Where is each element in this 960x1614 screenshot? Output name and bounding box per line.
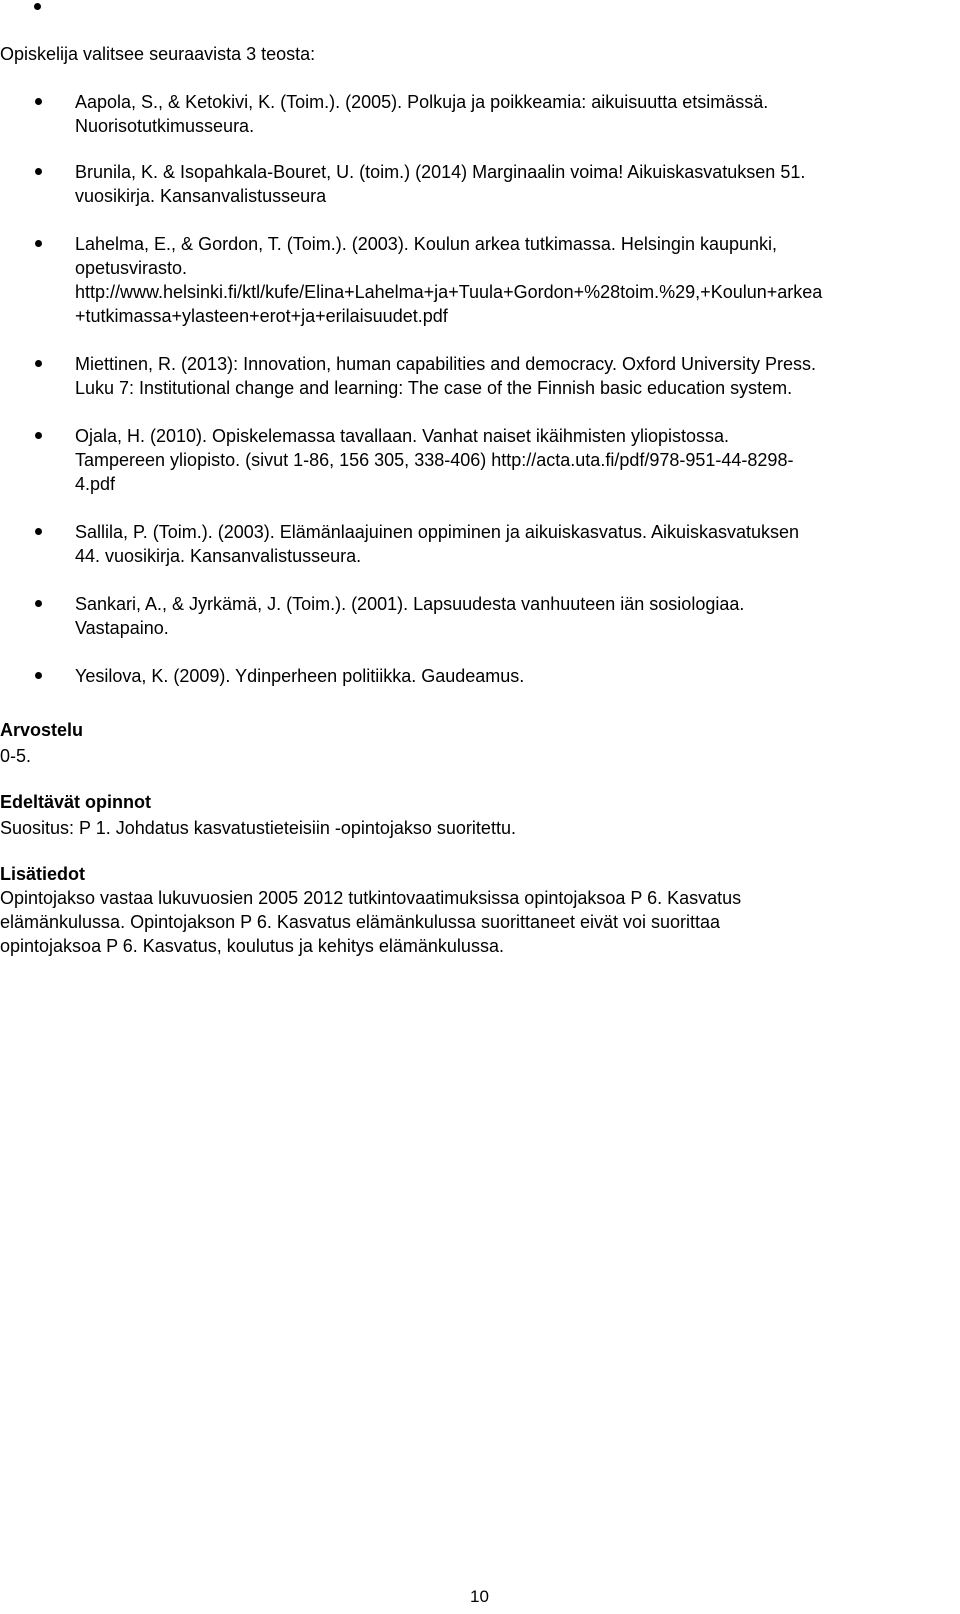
bullet-icon bbox=[35, 672, 42, 679]
reference-line: Vastapaino. bbox=[75, 618, 169, 638]
section-text-arvostelu: 0-5. bbox=[0, 746, 32, 766]
list-item bbox=[75, 90, 945, 138]
reference-line: Nuorisotutkimusseura. bbox=[75, 116, 255, 136]
reference-line: Brunila, K. & Isopahkala-Bouret, U. (toim.) (2014) Marginaalin voima! Aikuiskasvatuksen 51. bbox=[75, 162, 806, 182]
reference-line: 4.pdf bbox=[75, 474, 116, 494]
list-item bbox=[75, 424, 945, 496]
section-text-lisatiedot: opintojaksoa P 6. Kasvatus, koulutus ja kehitys elämänkulussa. bbox=[0, 936, 504, 956]
reference-line: Luku 7: Institutional change and learning: The case of the Finnish basic education system. bbox=[75, 378, 793, 398]
page-number: 10 bbox=[470, 1587, 489, 1606]
section-heading-arvostelu: Arvostelu bbox=[0, 720, 84, 740]
section-heading-lisatiedot: Lisätiedot bbox=[0, 864, 86, 884]
bullet-icon bbox=[35, 98, 42, 105]
section-heading-edeltavat: Edeltävät opinnot bbox=[0, 792, 152, 812]
bullet-icon bbox=[35, 240, 42, 247]
reference-line: Miettinen, R. (2013): Innovation, human capabilities and democracy. Oxford University Press. bbox=[75, 354, 817, 374]
list-item bbox=[75, 664, 945, 688]
reference-line: vuosikirja. Kansanvalistusseura bbox=[75, 186, 327, 206]
reference-line: opetusvirasto. bbox=[75, 258, 188, 278]
reference-line: Ojala, H. (2010). Opiskelemassa tavallaan. Vanhat naiset ikäihmisten yliopistossa. bbox=[75, 426, 729, 446]
reference-line: Sallila, P. (Toim.). (2003). Elämänlaajuinen oppiminen ja aikuiskasvatus. Aikuiskasvatuksen bbox=[75, 522, 800, 542]
reference-link[interactable]: http://www.helsinki.fi/ktl/kufe/Elina+Lahelma+ja+Tuula+Gordon+%28toim.%29,+Koulun+arkea bbox=[75, 282, 823, 302]
intro-text: Opiskelija valitsee seuraavista 3 teosta: bbox=[0, 44, 316, 64]
reference-line: Sankari, A., & Jyrkämä, J. (Toim.). (2001). Lapsuudesta vanhuuteen iän sosiologiaa. bbox=[75, 594, 745, 614]
section-text-lisatiedot: Opintojakso vastaa lukuvuosien 2005 2012 tutkintovaatimuksissa opintojaksoa P 6. Kasvatus bbox=[0, 888, 742, 908]
reference-line: Tampereen yliopisto. (sivut 1-86, 156 305, 338-406) http://acta.uta.fi/pdf/978-951-44-8298- bbox=[75, 450, 794, 470]
bullet-icon bbox=[35, 528, 42, 535]
bullet-icon bbox=[35, 360, 42, 367]
bullet-icon bbox=[35, 168, 42, 175]
list-item bbox=[75, 352, 945, 400]
reference-line: Lahelma, E., & Gordon, T. (Toim.). (2003). Koulun arkea tutkimassa. Helsingin kaupunki, bbox=[75, 234, 778, 254]
bullet-icon bbox=[35, 600, 42, 607]
list-item bbox=[75, 232, 945, 328]
reference-line: Aapola, S., & Ketokivi, K. (Toim.). (2005). Polkuja ja poikkeamia: aikuisuutta etsimässä. bbox=[75, 92, 769, 112]
list-item bbox=[75, 520, 945, 568]
list-item bbox=[75, 592, 945, 640]
reference-line: 44. vuosikirja. Kansanvalistusseura. bbox=[75, 546, 362, 566]
reference-line: Yesilova, K. (2009). Ydinperheen politiikka. Gaudeamus. bbox=[75, 666, 525, 686]
bullet-icon bbox=[35, 432, 42, 439]
list-item bbox=[75, 160, 945, 208]
bullet-icon bbox=[34, 3, 41, 10]
section-text-edeltavat: Suositus: P 1. Johdatus kasvatustieteisiin -opintojakso suoritettu. bbox=[0, 818, 516, 838]
section-text-lisatiedot: elämänkulussa. Opintojakson P 6. Kasvatus elämänkulussa suorittaneet eivät voi suorittaa bbox=[0, 912, 721, 932]
reference-link[interactable]: +tutkimassa+ylasteen+erot+ja+erilaisuudet.pdf bbox=[75, 306, 448, 326]
